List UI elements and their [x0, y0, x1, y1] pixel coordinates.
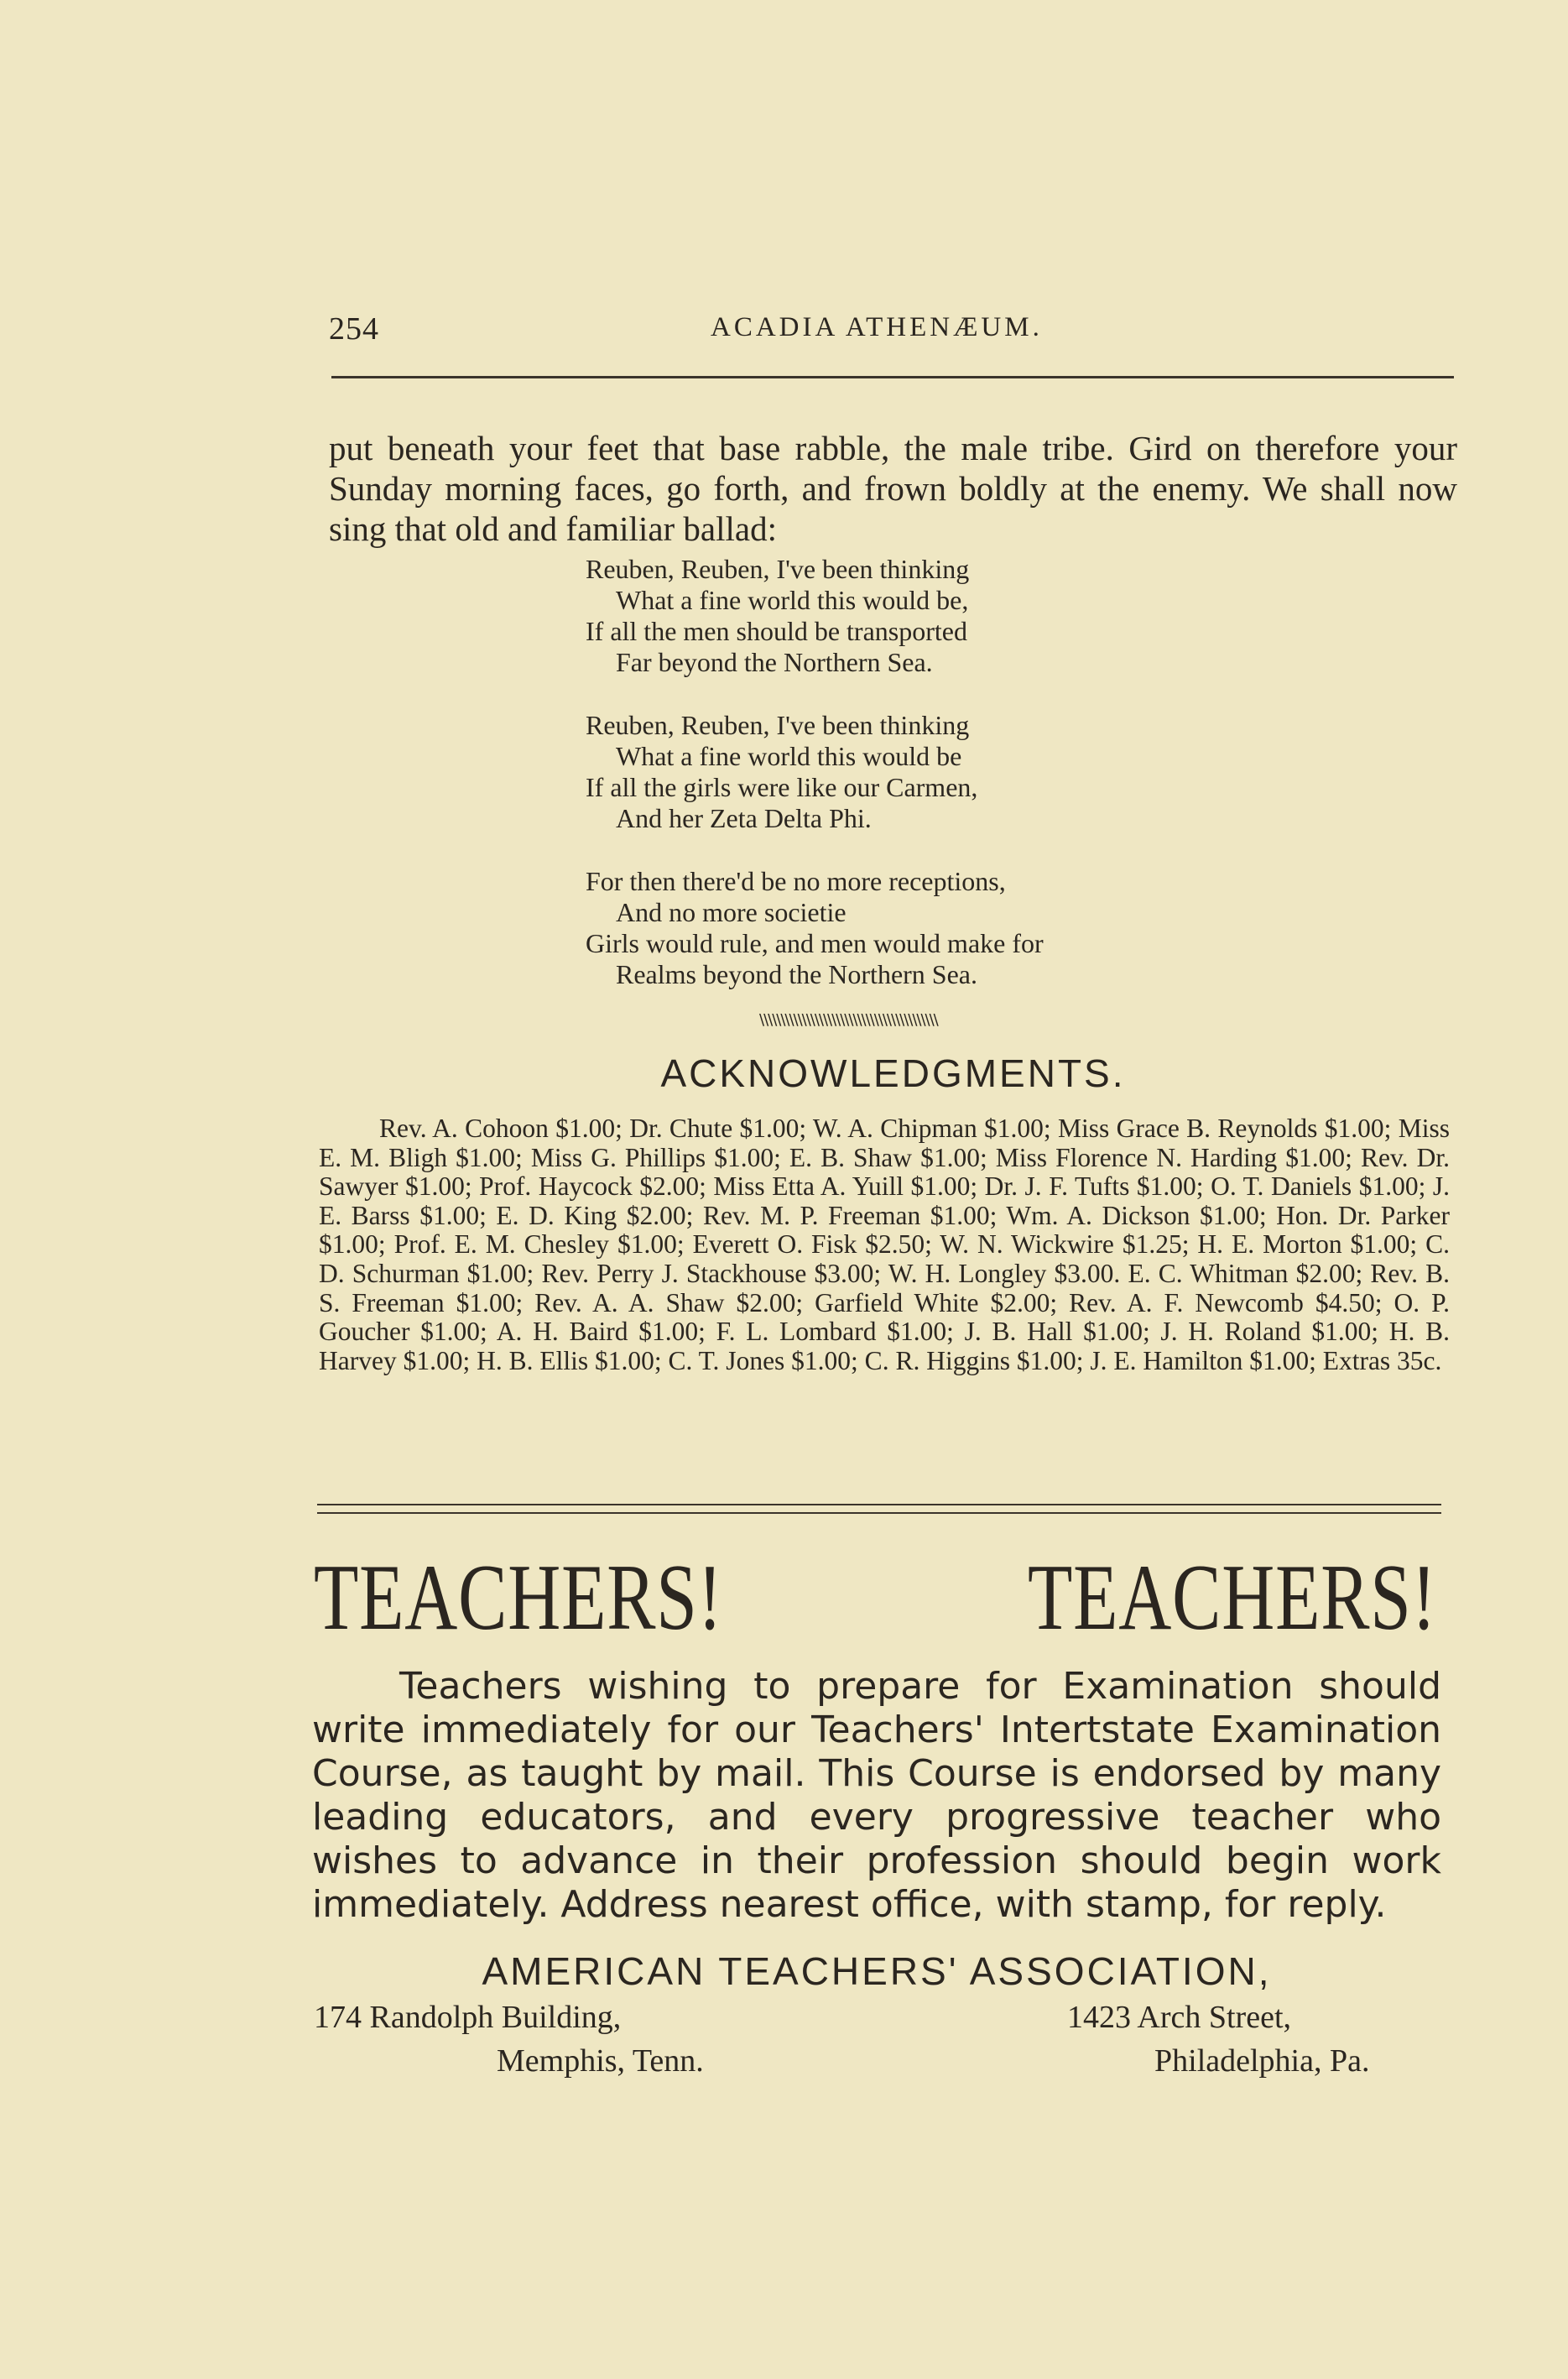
poem-line: What a fine world this would be, — [616, 585, 969, 615]
poem-line: Far beyond the Northern Sea. — [616, 647, 933, 677]
office-street: 1423 Arch Street, — [1067, 2000, 1292, 2035]
ballad-poem — [586, 554, 1274, 1022]
journal-title: ACADIA ATHENÆUM. — [711, 312, 1043, 342]
poem-line: Reuben, Reuben, I've been thinking — [586, 710, 970, 740]
poem-stanza — [586, 866, 1274, 990]
prose-paragraph: put beneath your feet that base rabble, the male tribe. Gird on therefore your Sunday morning faces, go forth, and frown boldly at the enemy. We shall now sing that old and familiar ballad: — [329, 429, 1457, 548]
poem-stanza — [586, 554, 1274, 678]
office-city: Philadelphia, Pa. — [1154, 2043, 1370, 2079]
poem-line: For then there'd be no more receptions, — [586, 866, 1006, 896]
poem-line: Realms beyond the Northern Sea. — [616, 959, 977, 989]
poem-line: And her Zeta Delta Phi. — [616, 803, 872, 833]
office-city: Memphis, Tenn. — [497, 2043, 704, 2079]
office-address-memphis — [314, 1996, 704, 2083]
office-address-philadelphia — [1067, 1996, 1369, 2083]
poem-line: If all the girls were like our Carmen, — [586, 772, 978, 802]
poem-line: And no more societie — [616, 897, 847, 927]
poem-stanza — [586, 710, 1274, 834]
header-rule — [331, 376, 1454, 378]
poem-line: Reuben, Reuben, I've been thinking — [586, 554, 970, 584]
association-name: AMERICAN TEACHERS' ASSOCIATION, — [482, 1949, 1272, 1993]
acknowledgments-list: Rev. A. Cohoon $1.00; Dr. Chute $1.00; W. A. Chipman $1.00; Miss Grace B. Reynolds $1.00; Miss E. M. Bligh $1.00; Miss G. Phillips $1.00; E. B. Shaw $1.00; Miss Florence N. Harding $1.00; Rev. Dr. Sawyer $1.00; Prof. Haycock $2.00; Miss Etta A. Yuill $1.00; Dr. J. F. Tufts $1.00; O. T. Daniels $1.00; J. E. Barss $1.00; E. D. King $2.00; Rev. M. P. Freeman $1.00; Wm. A. Dickson $1.00; Hon. Dr. Parker $1.00; Prof. E. M. Chesley $1.00; Everett O. Fisk $2.50; W. N. Wickwire $1.25; H. E. Morton $1.00; C. D. Schurman $1.00; Rev. Perry J. Stackhouse $3.00; W. H. Longley $3.00. E. C. Whitman $2.00; Rev. B. S. Freeman $1.00; Rev. A. A. Shaw $2.00; Garfield White $2.00; Rev. A. F. Newcomb $4.50; O. P. Goucher $1.00; A. H. Baird $1.00; F. L. Lombard $1.00; J. B. Hall $1.00; J. H. Roland $1.00; H. B. Harvey $1.00; H. B. Ellis $1.00; C. T. Jones $1.00; C. R. Higgins $1.00; J. E. Hamilton $1.00; Extras 35c. — [319, 1114, 1450, 1375]
ad-headline-right: TEACHERS! — [1028, 1546, 1437, 1650]
ornament-divider: \\\\\\\\\\\\\\\\\\\\\\\\\\\\\\\\\\\\\\\\\\ — [759, 1011, 938, 1029]
poem-line: Girls would rule, and men would make for — [586, 928, 1044, 958]
section-rule — [317, 1504, 1441, 1505]
poem-line: If all the men should be transported — [586, 616, 967, 646]
ad-body-text: Teachers wishing to prepare for Examination should write immediately for our Teachers' Intertstate Examination Course, as taught by mail. This Course is endorsed by many leading educators, and every progressive teacher who wishes to advance in their profession should begin work immediately. Address nearest office, with stamp, for reply. — [312, 1665, 1441, 1926]
section-rule — [317, 1512, 1441, 1514]
acknowledgments-heading: ACKNOWLEDGMENTS. — [660, 1051, 1126, 1095]
ad-headline-left: TEACHERS! — [314, 1546, 723, 1650]
poem-line: What a fine world this would be — [616, 741, 962, 771]
office-street: 174 Randolph Building, — [314, 2000, 622, 2035]
page-number: 254 — [329, 311, 379, 347]
